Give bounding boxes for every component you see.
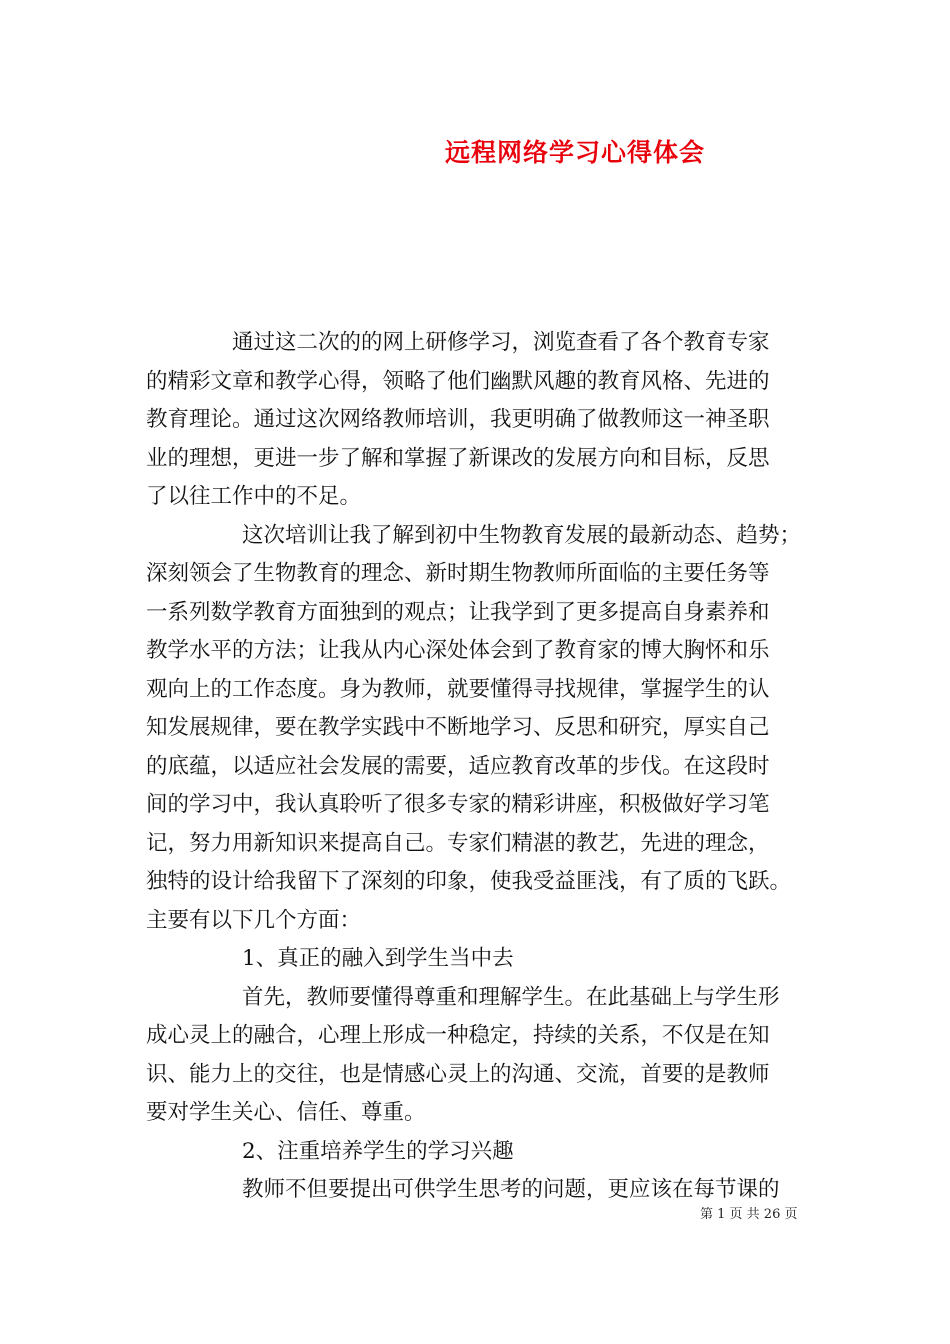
paragraph-line: 这次培训让我了解到初中生物教育发展的最新动态、趋势；	[242, 522, 802, 548]
paragraph-line: 深刻领会了生物教育的理念、新时期生物教师所面临的主要任务等	[146, 561, 770, 586]
paragraph-line: 记，努力用新知识来提高自己。专家们精湛的教艺，先进的理念，	[146, 830, 770, 856]
section-heading: 1、真正的融入到学生当中去	[242, 946, 514, 971]
paragraph-line: 的精彩文章和教学心得，领略了他们幽默风趣的教育风格、先进的	[146, 368, 770, 394]
section-heading: 2、注重培养学生的学习兴趣	[242, 1138, 514, 1164]
paragraph-line: 知发展规律，要在教学实践中不断地学习、反思和研究，厚实自己	[146, 715, 770, 740]
document-body	[146, 324, 826, 1210]
paragraph-line: 间的学习中，我认真聆听了很多专家的精彩讲座，积极做好学习笔	[146, 792, 770, 817]
paragraph-line: 教学水平的方法；让我从内心深处体会到了教育家的博大胸怀和乐	[146, 638, 770, 663]
paragraph-line: 成心灵上的融合，心理上形成一种稳定，持续的关系，不仅是在知	[146, 1023, 770, 1048]
paragraph-line: 主要有以下几个方面：	[146, 907, 362, 933]
paragraph-line: 的底蕴，以适应社会发展的需要，适应教育改革的步伐。在这段时	[146, 753, 770, 779]
paragraph-line: 一系列数学教育方面独到的观点；让我学到了更多提高自身素养和	[146, 599, 770, 625]
paragraph-line: 识、能力上的交往，也是情感心灵上的沟通、交流，首要的是教师	[146, 1061, 770, 1087]
paragraph-line: 了以往工作中的不足。	[146, 484, 362, 509]
paragraph-line: 通过这二次的的网上研修学习，浏览查看了各个教育专家	[232, 330, 770, 355]
document-title: 远程网络学习心得体会	[444, 138, 705, 167]
paragraph-line: 教师不但要提出可供学生思考的问题，更应该在每节课的	[242, 1177, 780, 1202]
paragraph-line: 观向上的工作态度。身为教师，就要懂得寻找规律，掌握学生的认	[146, 676, 770, 702]
paragraph-line: 教育理论。通过这次网络教师培训，我更明确了做教师这一神圣职	[146, 407, 770, 432]
paragraph-line: 业的理想，更进一步了解和掌握了新课改的发展方向和目标，反思	[146, 445, 770, 471]
page-number-footer: 第 1 页 共 26 页	[700, 1207, 798, 1222]
paragraph-line: 首先，教师要懂得尊重和理解学生。在此基础上与学生形	[242, 984, 780, 1010]
paragraph-line: 独特的设计给我留下了深刻的印象，使我受益匪浅，有了质的飞跃。	[146, 869, 792, 894]
paragraph-line: 要对学生关心、信任、尊重。	[146, 1100, 426, 1125]
